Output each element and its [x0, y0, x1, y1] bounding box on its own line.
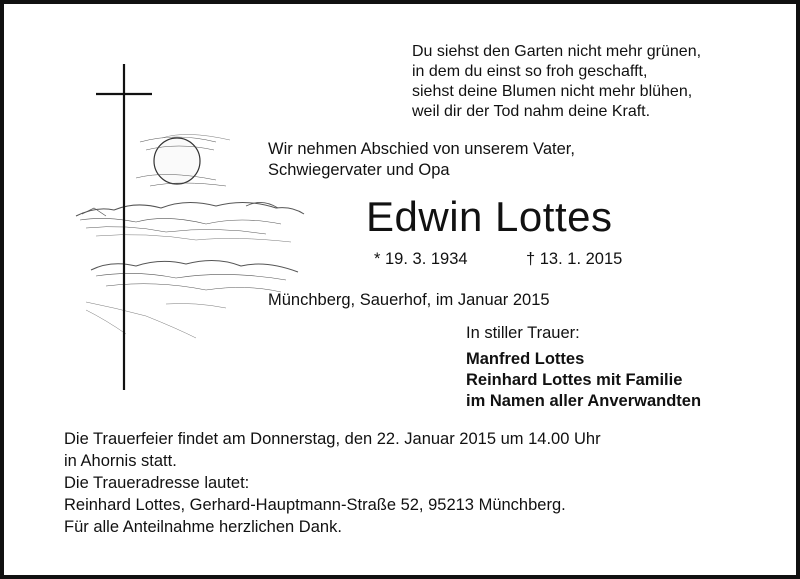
- ceremony-line: Die Trauerfeier findet am Donnerstag, den 22. Januar 2015 um 14.00 Uhr: [64, 430, 601, 448]
- mourners-list: [466, 349, 701, 412]
- poem-line: siehst deine Blumen nicht mehr blühen,: [412, 83, 693, 100]
- intro-line: Schwiegervater und Opa: [268, 161, 450, 179]
- mourner: Manfred Lottes: [466, 350, 585, 368]
- ceremony-line: in Ahornis statt.: [64, 452, 177, 470]
- mourner: Reinhard Lottes mit Familie: [466, 371, 683, 389]
- death-date: † 13. 1. 2015: [526, 250, 623, 268]
- landscape-illustration: [66, 58, 306, 398]
- deceased-name: Edwin Lottes: [366, 193, 613, 240]
- birth-date: * 19. 3. 1934: [374, 250, 468, 268]
- mourning-label: In stiller Trauer:: [466, 324, 580, 342]
- poem-line: in dem du einst so froh geschafft,: [412, 63, 648, 80]
- mountains: [76, 202, 304, 338]
- address: Reinhard Lottes, Gerhard-Hauptmann-Straße 52, 95213 Münchberg.: [64, 496, 566, 514]
- place-date: Münchberg, Sauerhof, im Januar 2015: [268, 291, 550, 309]
- intro-text: [268, 139, 575, 181]
- poem-line: Du siehst den Garten nicht mehr grünen,: [412, 43, 702, 60]
- address-label: Die Traueradresse lautet:: [64, 474, 250, 492]
- thanks: Für alle Anteilnahme herzlichen Dank.: [64, 518, 342, 536]
- poem-line: weil dir der Tod nahm deine Kraft.: [412, 103, 651, 120]
- mourner: im Namen aller Anverwandten: [466, 392, 702, 410]
- poem: [412, 42, 792, 122]
- life-dates: [374, 248, 623, 270]
- intro-line: Wir nehmen Abschied von unserem Vater,: [268, 140, 575, 158]
- footer-text: [64, 428, 601, 538]
- sun-icon: [136, 134, 230, 186]
